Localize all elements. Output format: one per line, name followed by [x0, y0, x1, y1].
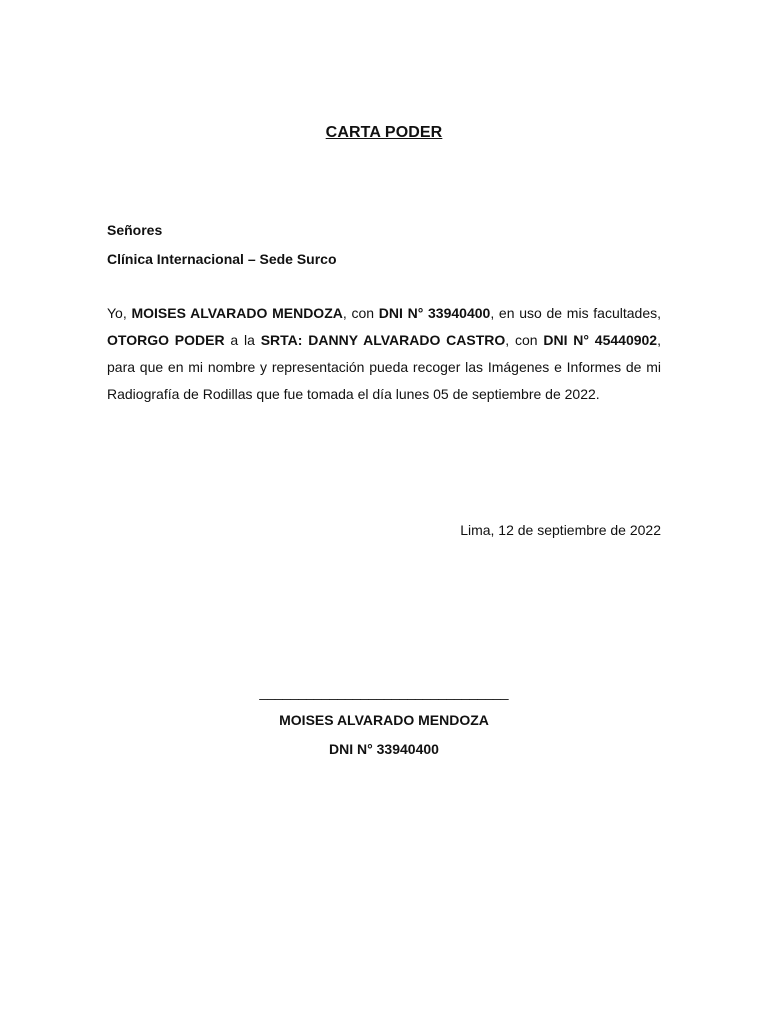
- grantee-name: SRTA: DANNY ALVARADO CASTRO: [260, 332, 506, 348]
- signature-block: [0, 684, 768, 764]
- body-text-1: Yo,: [107, 305, 132, 321]
- date-line: Lima, 12 de septiembre de 2022: [460, 522, 661, 538]
- recipient-institution: Clínica Internacional – Sede Surco: [107, 251, 337, 267]
- letter-body: [107, 300, 661, 408]
- body-text-6: , para que en mi nombre y representación pueda recoger las Imágenes e Informes de mi Radiografía de Rodillas que fue tomada el día lunes 05 de septiembre de 2022.: [107, 332, 661, 402]
- signature-line: ________________________________: [259, 684, 509, 700]
- body-text-3: , en uso de mis facultades,: [490, 305, 661, 321]
- grant-phrase: OTORGO PODER: [107, 332, 225, 348]
- signer-name: MOISES ALVARADO MENDOZA: [279, 712, 489, 728]
- body-text-2: , con: [342, 305, 379, 321]
- body-text-5: , con: [505, 332, 544, 348]
- recipient-salutation: Señores: [107, 222, 163, 238]
- grantor-name: MOISES ALVARADO MENDOZA: [131, 305, 343, 321]
- recipient-block: [107, 216, 337, 274]
- signer-dni: DNI N° 33940400: [329, 741, 439, 757]
- grantor-dni: DNI N° 33940400: [378, 305, 491, 321]
- body-text-4: a la: [224, 332, 261, 348]
- document-title: CARTA PODER: [325, 124, 443, 141]
- grantee-dni: DNI N° 45440902: [543, 332, 658, 348]
